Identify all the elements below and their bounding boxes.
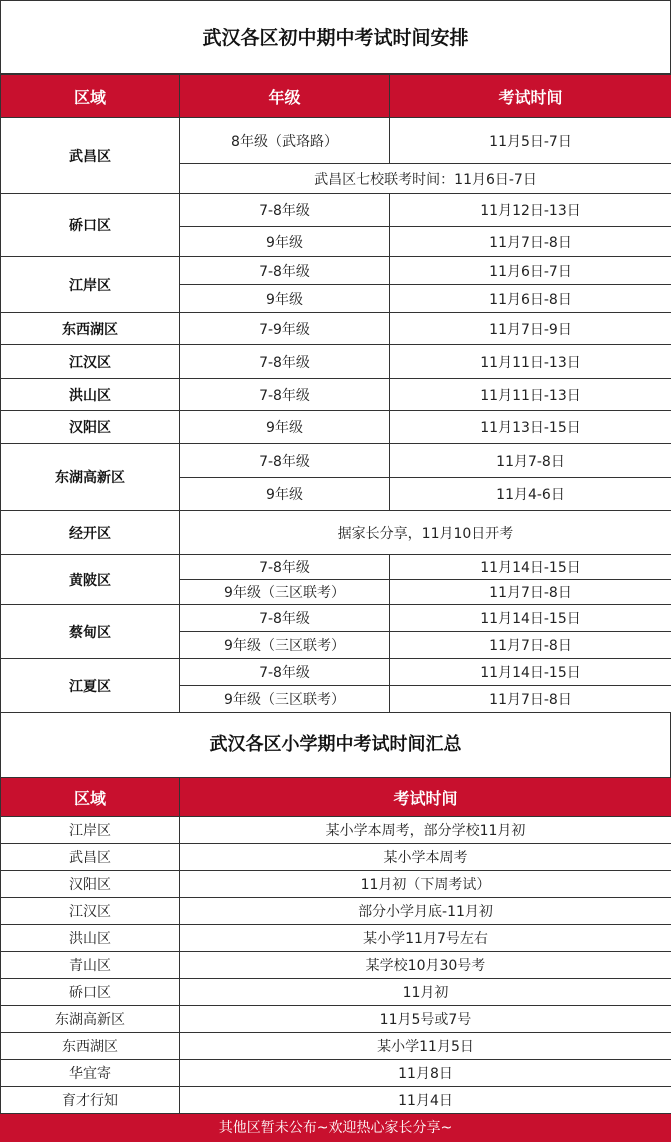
table-row xyxy=(1,605,671,632)
table-row xyxy=(1,118,671,164)
district-hanyang: 汉阳区 xyxy=(1,411,180,444)
header-grade: 年级 xyxy=(180,75,390,118)
time-cell: 11月初（下周考试） xyxy=(180,871,671,898)
table-row xyxy=(1,898,671,925)
grade-cell: 7-9年级 xyxy=(180,313,390,345)
district-cell: 武昌区 xyxy=(1,844,180,871)
time-cell: 某小学本周考，部分学校11月初 xyxy=(180,817,671,844)
district-donghu: 东湖高新区 xyxy=(1,444,180,511)
district-hongshan: 洪山区 xyxy=(1,379,180,411)
time-cell: 11月6日-7日 xyxy=(390,257,671,285)
time-cell: 11月13日-15日 xyxy=(390,411,671,444)
district-dongxihu: 东西湖区 xyxy=(1,313,180,345)
table-row xyxy=(1,257,671,285)
table-row xyxy=(1,1060,671,1087)
table-row xyxy=(1,925,671,952)
grade-cell: 9年级（三区联考） xyxy=(180,686,390,713)
header-time: 考试时间 xyxy=(180,778,671,817)
time-cell: 11月14日-15日 xyxy=(390,659,671,686)
table-row xyxy=(1,979,671,1006)
time-cell: 11月5号或7号 xyxy=(180,1006,671,1033)
time-cell: 11月5日-7日 xyxy=(390,118,671,164)
district-qiaokou: 硚口区 xyxy=(1,194,180,257)
time-cell: 11月7日-8日 xyxy=(390,227,671,257)
time-cell: 11月7日-8日 xyxy=(390,632,671,659)
table-row xyxy=(1,444,671,478)
grade-cell: 7-8年级 xyxy=(180,345,390,379)
table-row xyxy=(1,194,671,227)
time-cell: 某小学11月5日 xyxy=(180,1033,671,1060)
time-cell: 11月7-8日 xyxy=(390,444,671,478)
district-cell: 汉阳区 xyxy=(1,871,180,898)
note-cell: 据家长分享，11月10日开考 xyxy=(180,511,671,555)
grade-cell: 9年级 xyxy=(180,227,390,257)
time-cell: 11月4日 xyxy=(180,1087,671,1114)
district-jingkai: 经开区 xyxy=(1,511,180,555)
district-cell: 东湖高新区 xyxy=(1,1006,180,1033)
time-cell: 11月初 xyxy=(180,979,671,1006)
grade-cell: 9年级 xyxy=(180,411,390,444)
time-cell: 11月14日-15日 xyxy=(390,555,671,580)
grade-cell: 7-8年级 xyxy=(180,194,390,227)
time-cell: 某小学本周考 xyxy=(180,844,671,871)
header-district: 区域 xyxy=(1,75,180,118)
district-wuchang: 武昌区 xyxy=(1,118,180,194)
table-row xyxy=(1,871,671,898)
time-cell: 11月12日-13日 xyxy=(390,194,671,227)
grade-cell: 9年级（三区联考） xyxy=(180,632,390,659)
table-row xyxy=(1,1033,671,1060)
time-cell: 11月4-6日 xyxy=(390,478,671,511)
table-row xyxy=(1,345,671,379)
grade-cell: 7-8年级 xyxy=(180,555,390,580)
time-cell: 11月8日 xyxy=(180,1060,671,1087)
table-row xyxy=(1,1087,671,1114)
table-row xyxy=(1,511,671,555)
table-row xyxy=(1,555,671,580)
grade-cell: 7-8年级 xyxy=(180,444,390,478)
time-cell: 11月6日-8日 xyxy=(390,285,671,313)
table-row xyxy=(1,844,671,871)
grade-cell: 7-8年级 xyxy=(180,379,390,411)
table-row xyxy=(1,817,671,844)
time-cell: 11月7日-8日 xyxy=(390,580,671,605)
primary-school-title: 武汉各区小学期中考试时间汇总 xyxy=(0,713,671,777)
table-header-row xyxy=(1,778,671,817)
district-cell: 江汉区 xyxy=(1,898,180,925)
time-cell: 11月7日-9日 xyxy=(390,313,671,345)
time-cell: 11月11日-13日 xyxy=(390,379,671,411)
grade-cell: 7-8年级 xyxy=(180,659,390,686)
district-huangpi: 黄陂区 xyxy=(1,555,180,605)
primary-school-table xyxy=(0,777,671,1114)
footer-note: 其他区暂未公布~欢迎热心家长分享~ xyxy=(0,1114,671,1142)
grade-cell: 7-8年级 xyxy=(180,605,390,632)
grade-cell: 9年级（三区联考） xyxy=(180,580,390,605)
header-time: 考试时间 xyxy=(390,75,671,118)
district-cell: 育才行知 xyxy=(1,1087,180,1114)
district-caidian: 蔡甸区 xyxy=(1,605,180,659)
time-cell: 11月14日-15日 xyxy=(390,605,671,632)
grade-cell: 9年级 xyxy=(180,285,390,313)
grade-cell: 7-8年级 xyxy=(180,257,390,285)
district-jiangan: 江岸区 xyxy=(1,257,180,313)
table-row xyxy=(1,952,671,979)
note-cell: 武昌区七校联考时间：11月6日-7日 xyxy=(180,164,671,194)
district-jiangxia: 江夏区 xyxy=(1,659,180,713)
time-cell: 11月11日-13日 xyxy=(390,345,671,379)
table-row xyxy=(1,659,671,686)
time-cell: 11月7日-8日 xyxy=(390,686,671,713)
table-header-row xyxy=(1,75,671,118)
district-cell: 青山区 xyxy=(1,952,180,979)
district-jianghan: 江汉区 xyxy=(1,345,180,379)
district-cell: 华宜寄 xyxy=(1,1060,180,1087)
table-row xyxy=(1,1006,671,1033)
district-cell: 东西湖区 xyxy=(1,1033,180,1060)
district-cell: 洪山区 xyxy=(1,925,180,952)
district-cell: 江岸区 xyxy=(1,817,180,844)
middle-school-table xyxy=(0,74,671,713)
table-row xyxy=(1,313,671,345)
time-cell: 部分小学月底-11月初 xyxy=(180,898,671,925)
time-cell: 某学校10月30号考 xyxy=(180,952,671,979)
grade-cell: 8年级（武珞路） xyxy=(180,118,390,164)
table-row xyxy=(1,411,671,444)
table-row xyxy=(1,379,671,411)
district-cell: 硚口区 xyxy=(1,979,180,1006)
time-cell: 某小学11月7号左右 xyxy=(180,925,671,952)
middle-school-title: 武汉各区初中期中考试时间安排 xyxy=(0,0,671,74)
header-district: 区域 xyxy=(1,778,180,817)
grade-cell: 9年级 xyxy=(180,478,390,511)
